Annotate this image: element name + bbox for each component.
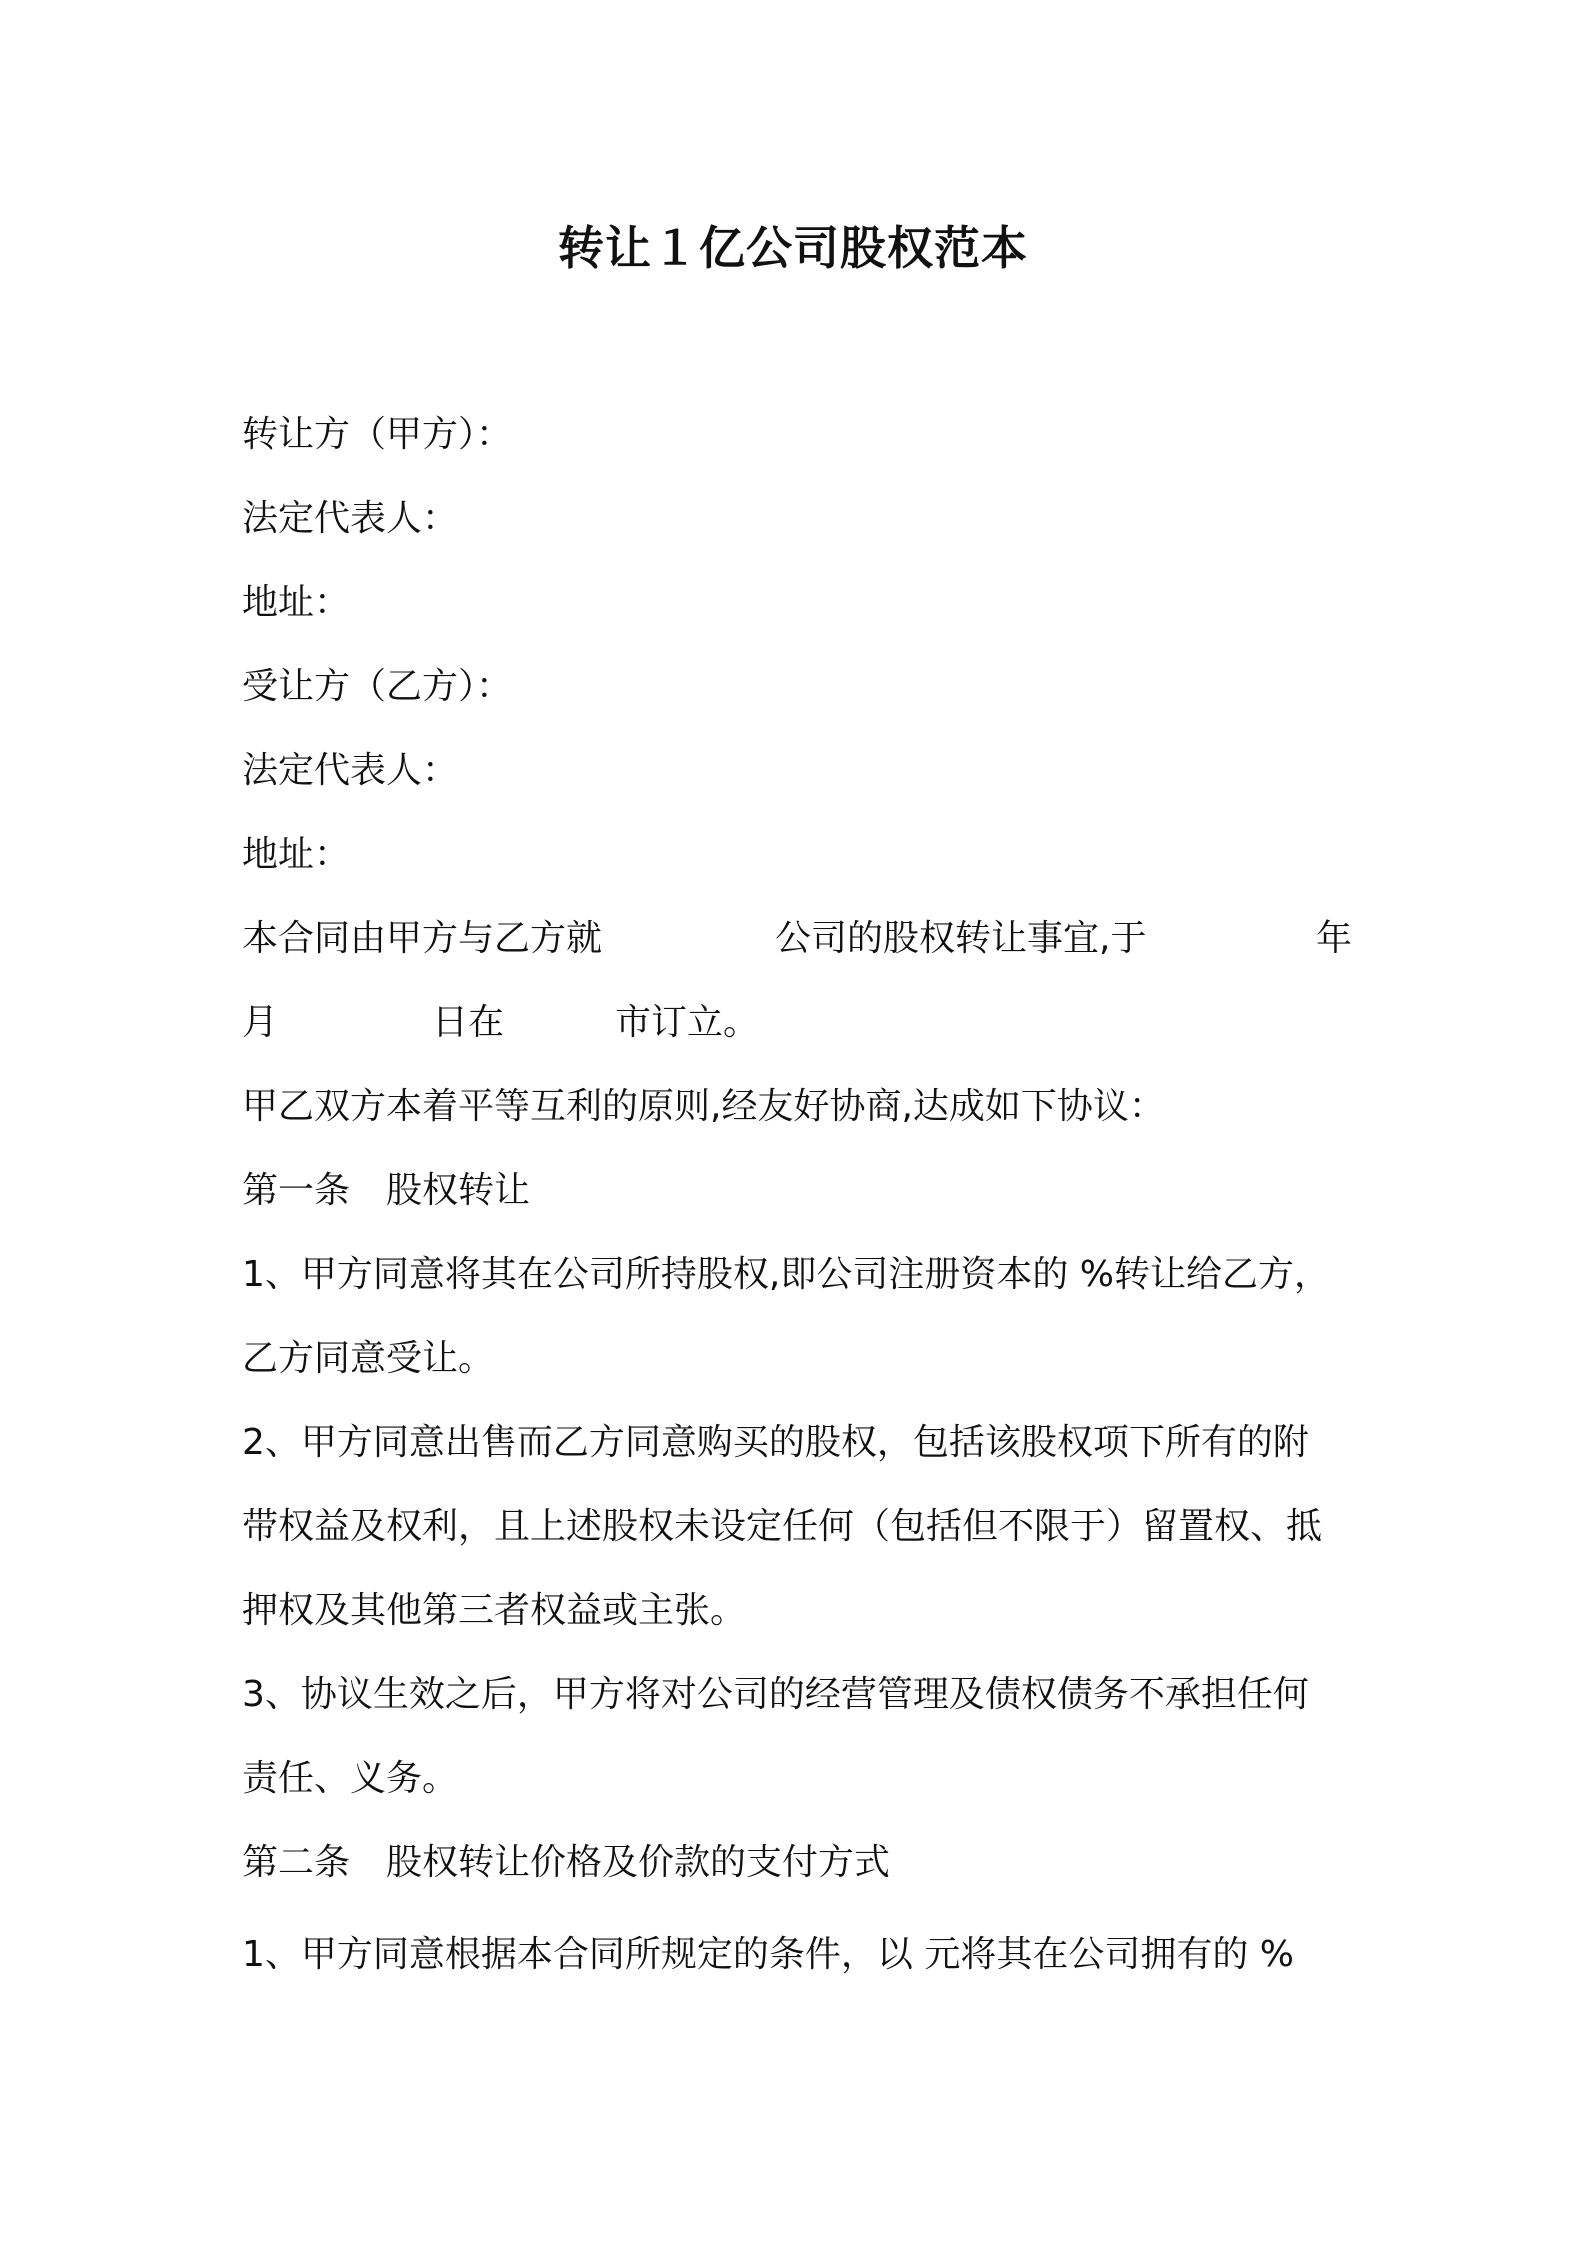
article-1-clause-1-line-1: 1、甲方同意将其在公司所持股权,即公司注册资本的 %转让给乙方， (242, 1254, 1330, 1295)
principle-line: 甲乙双方本着平等互利的原则,经友好协商,达成如下协议： (242, 1086, 1165, 1127)
intro-text-a: 本合同由甲方与乙方就 (242, 918, 603, 959)
transferor-rep-line: 法定代表人： (242, 498, 459, 539)
article-1-clause-1-line-2: 乙方同意受让。 (242, 1338, 495, 1379)
article-1-clause-2-line-3: 押权及其他第三者权益或主张。 (242, 1590, 747, 1631)
article-1-clause-2-line-1: 2、甲方同意出售而乙方同意购买的股权，包括该股权项下所有的附 (242, 1422, 1309, 1463)
article-2-clause-1-line-1: 1、甲方同意根据本合同所规定的条件，以 元将其在公司拥有的 % (242, 1934, 1294, 1975)
article-1-clause-3-line-2: 责任、义务。 (242, 1758, 459, 1799)
intro-text-b: 公司的股权转让事宜,于 (775, 918, 1147, 959)
intro2-text-b: 日在 (432, 1002, 505, 1043)
article-1-title: 第一条 股权转让 (242, 1170, 531, 1211)
article-1-clause-3-line-1: 3、协议生效之后，甲方将对公司的经营管理及债权债务不承担任何 (242, 1674, 1309, 1715)
transferee-line: 受让方（乙方）： (242, 666, 513, 707)
transferee-address-line: 地址： (242, 834, 351, 875)
transferor-address-line: 地址： (242, 582, 351, 623)
article-1-clause-2-line-2: 带权益及权利，且上述股权未设定任何（包括但不限于）留置权、抵 (242, 1506, 1323, 1547)
transferor-line: 转让方（甲方）： (242, 414, 513, 455)
intro2-text-c: 市订立。 (615, 1002, 760, 1043)
intro-text-c: 年 (1315, 918, 1352, 959)
intro2-text-a: 月 (242, 1002, 279, 1043)
article-2-title: 第二条 股权转让价格及价款的支付方式 (242, 1842, 891, 1883)
document-title: 转让１亿公司股权范本 (558, 221, 1028, 275)
transferee-rep-line: 法定代表人： (242, 750, 459, 791)
